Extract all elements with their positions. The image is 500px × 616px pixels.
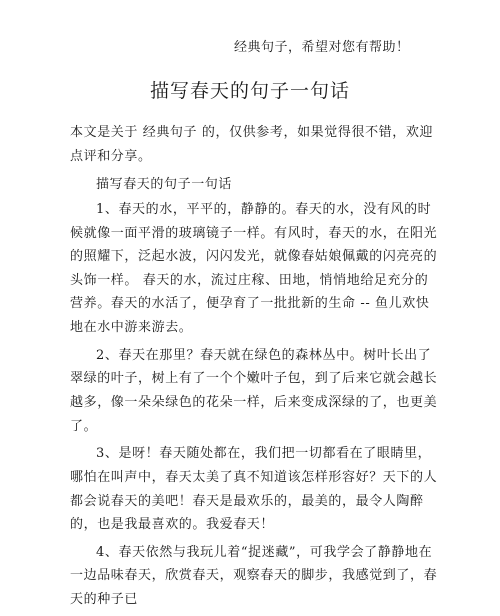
page-title: 描写春天的句子一句话: [149, 80, 350, 102]
intro-paragraph: [70, 121, 440, 168]
header-note: 经典句子，希望对您有帮助！: [234, 40, 410, 55]
intro-text: 本文是关于 经典句子 的，仅供参考，如果觉得很不错，欢迎点评和分享。: [70, 125, 434, 164]
section-subtitle: 描写春天的句子一句话: [96, 177, 233, 192]
paragraph: 2、春天在那里？春天就在绿色的森林丛中。树叶长出了翠绿的叶子，树上有了一个个嫩叶子包，到了后来它就会越长越多，像一朵朵绿色的花朵一样，后来变成深绿的了，也更美了。: [70, 347, 438, 434]
paragraph: 3、是呀！春天随处都在，我们把一切都看在了眼睛里，哪怕在叫声中，春天太美了真不知道该怎样形容好？天下的人都会说春天的美吧！春天是最欢乐的，最美的，最令人陶醉的，也是我最喜欢的。我爱春天！: [70, 446, 438, 533]
paragraph: 1、春天的水，平平的，静静的。春天的水，没有风的时候就像一面平滑的玻璃镜子一样。有风时，春天的水，在阳光的照耀下，泛起水波，闪闪发光，就像春姑娘佩戴的闪亮亮的头饰一样。 春天的水，流过庄稼、田地，悄悄地给足充分的营养。春天的水活了，便孕育了一批批新的生命 -- 鱼儿欢快地在水中游来游去。: [70, 202, 438, 335]
paragraph-list: [70, 198, 440, 616]
paragraph: 4、春天依然与我玩儿着“捉迷藏”，可我学会了静静地在一边品味春天，欣赏春天，观察春天的脚步，我感觉到了，春天的种子已: [70, 544, 438, 608]
